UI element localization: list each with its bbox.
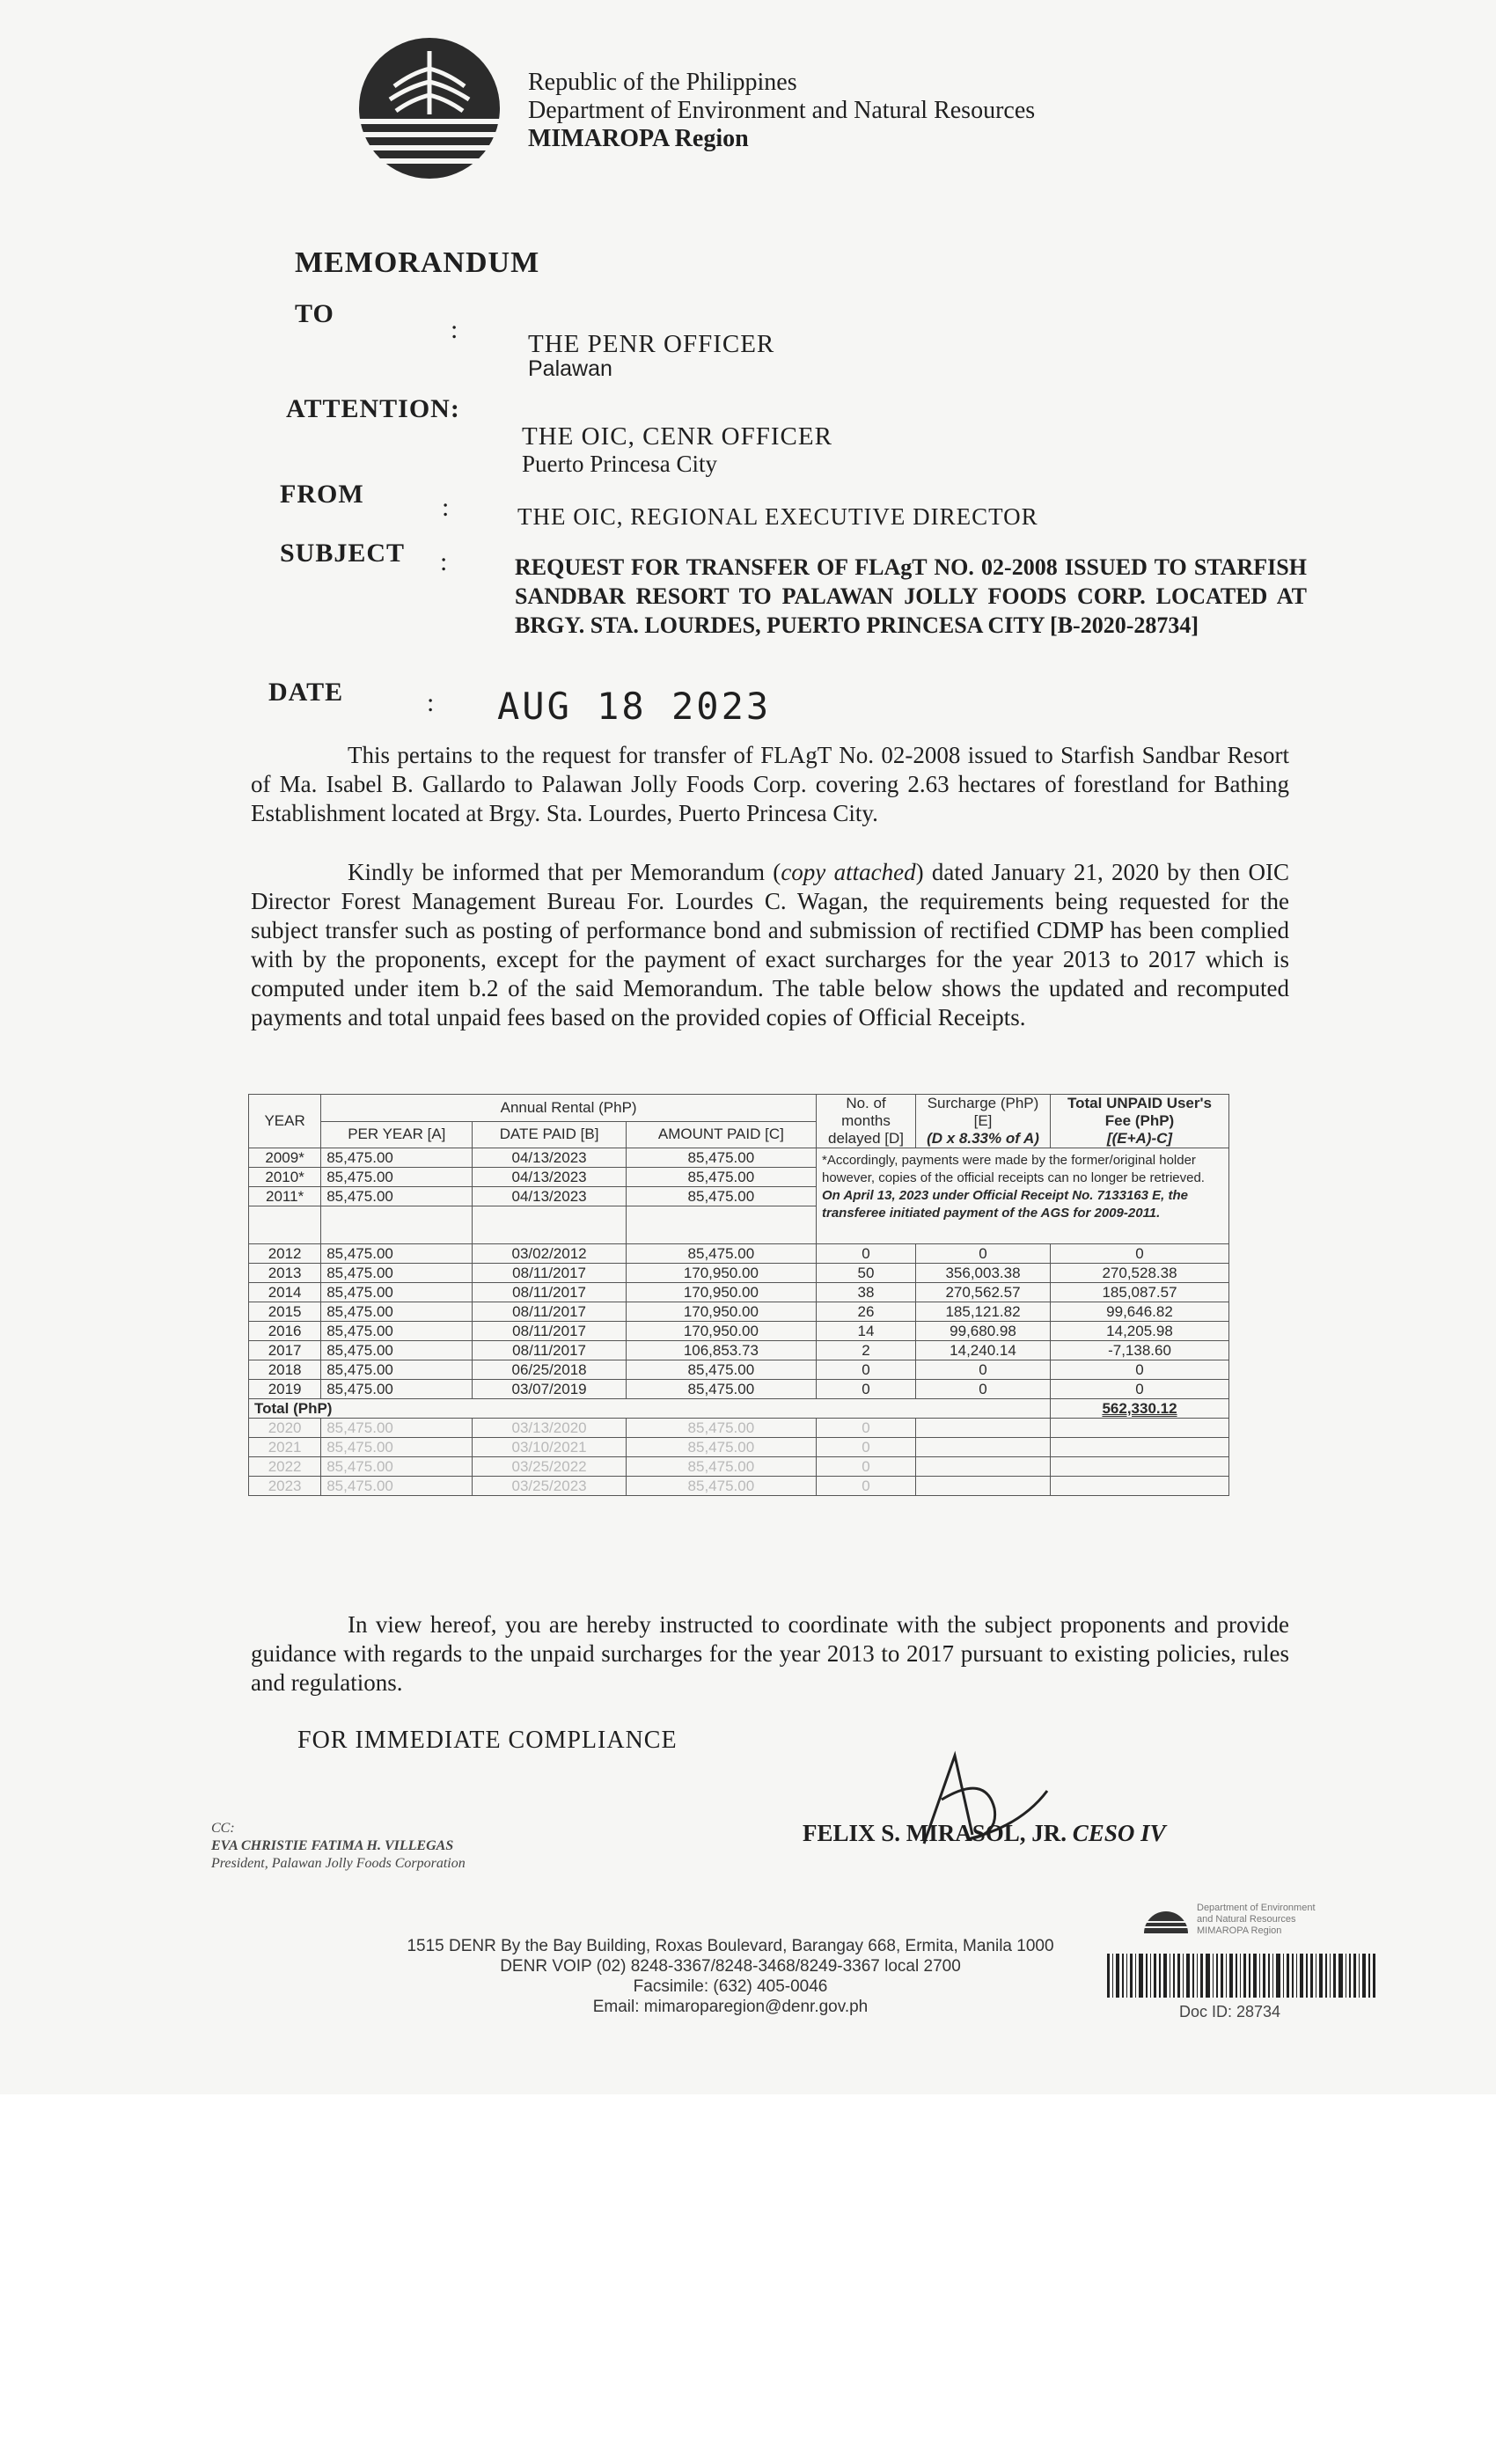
cell-total: 270,528.38 [1051,1264,1229,1283]
cell-year: 2010* [249,1168,321,1187]
cell-amount-paid: 85,475.00 [626,1360,816,1380]
cell-amount-paid: 85,475.00 [626,1148,816,1168]
cell-empty [249,1206,321,1244]
cell-amount-paid: 170,950.00 [626,1283,816,1302]
col-surcharge [916,1095,1051,1148]
cell-months: 0 [817,1457,916,1477]
paragraph-1 [251,741,1289,828]
cell-per-year: 85,475.00 [321,1187,473,1206]
subject-label: SUBJECT [280,539,406,568]
cell-year: 2022 [249,1457,321,1477]
col-date-paid: DATE PAID [B] [473,1121,626,1148]
to-place: Palawan [528,356,612,381]
cell-per-year: 85,475.00 [321,1457,473,1477]
cell-per-year: 85,475.00 [321,1419,473,1438]
cell-year: 2023 [249,1477,321,1496]
footer-fax: Facsimile: (632) 405-0046 [633,1977,828,1996]
table-note-emphasis: On April 13, 2023 under Official Receipt No. 7133163 E, the transferee initiated payment of the AGS for 2009-2011. [822,1188,1188,1221]
denr-logo [350,33,509,183]
payments-table [248,1094,1229,1496]
date-label: DATE [268,678,344,707]
subject-text: REQUEST FOR TRANSFER OF FLAgT NO. 02-2008 ISSUED TO STARFISH SANDBAR RESORT TO PALAWAN JOLLY FOODS CORP. LOCATED AT BRGY. STA. LOURDES, PUERTO PRINCESA CITY [B-2020-28734] [515,554,1307,638]
cell-date-paid: 08/11/2017 [473,1264,626,1283]
cell-months: 0 [817,1244,916,1264]
cc-name: EVA CHRISTIE FATIMA H. VILLEGAS [211,1838,454,1853]
paragraph-2 [251,858,1289,1032]
cc-title: President, Palawan Jolly Foods Corporation [211,1856,466,1871]
cell-surcharge: 270,562.57 [916,1283,1051,1302]
barcode-icon [1107,1954,1380,1998]
table-row [249,1302,1229,1322]
cell-year: 2018 [249,1360,321,1380]
cell-per-year: 85,475.00 [321,1341,473,1360]
cell-year: 2020 [249,1419,321,1438]
cell-year: 2019 [249,1380,321,1399]
col-year: YEAR [249,1095,321,1148]
table-row [249,1264,1229,1283]
cell-date-paid: 08/11/2017 [473,1341,626,1360]
cell-amount-paid: 85,475.00 [626,1457,816,1477]
cell-surcharge: 0 [916,1244,1051,1264]
cell-total: 14,205.98 [1051,1322,1229,1341]
cell-year: 2015 [249,1302,321,1322]
cell-months: 38 [817,1283,916,1302]
col-total-formula: [(E+A)-C] [1106,1130,1173,1147]
table-note-text: *Accordingly, payments were made by the former/original holder however, copies of the official receipts can no longer be retrieved. [822,1153,1205,1185]
cell-amount-paid: 85,475.00 [626,1438,816,1457]
cell-per-year: 85,475.00 [321,1148,473,1168]
compliance-line: FOR IMMEDIATE COMPLIANCE [297,1727,678,1754]
attention-label: ATTENTION: [286,394,460,423]
header-republic: Republic of the Philippines [528,69,797,96]
to-colon: : [451,315,458,344]
cell-date-paid: 04/13/2023 [473,1148,626,1168]
table-row [249,1360,1229,1380]
col-surcharge-formula: (D x 8.33% of A) [927,1130,1039,1147]
cell-year: 2017 [249,1341,321,1360]
date-stamp: AUG 18 2023 [497,685,772,728]
cell-surcharge: 0 [916,1360,1051,1380]
cell-per-year: 85,475.00 [321,1168,473,1187]
cell-empty [916,1419,1051,1438]
paragraph-2-text-a: Kindly be informed that per Memorandum ( [348,859,781,885]
denr-mini-logo [1140,1903,1192,1938]
to-label: TO [295,299,334,328]
cell-year: 2009* [249,1148,321,1168]
cell-amount-paid: 85,475.00 [626,1168,816,1187]
paragraph-2-text-b: ) dated January 21, 2020 by then OIC Director Forest Management Bureau For. Lourdes C. Wagan, the requirements being requested for the subject transfer such as posting of performance bond and submission of rectified CDMP has been complied with by the proponents, except for the payment of exact surcharges for the year 2013 to 2017 which is computed under item b.2 of the said Memorandum. The table below shows the updated and recomputed payments and total unpaid fees based on the provided copies of Official Receipts. [251,859,1289,1030]
total-value: 562,330.12 [1051,1399,1229,1419]
to-recipient: THE PENR OFFICER [528,330,775,358]
cell-per-year: 85,475.00 [321,1322,473,1341]
col-amount-paid: AMOUNT PAID [C] [626,1121,816,1148]
cell-months: 0 [817,1380,916,1399]
cell-months: 2 [817,1341,916,1360]
cell-amount-paid: 170,950.00 [626,1302,816,1322]
col-annual-rental: Annual Rental (PhP) [321,1095,817,1122]
attention-recipient: THE OIC, CENR OFFICER [522,422,832,451]
cell-per-year: 85,475.00 [321,1283,473,1302]
cell-months: 0 [817,1438,916,1457]
cell-date-paid: 08/11/2017 [473,1322,626,1341]
cell-per-year: 85,475.00 [321,1264,473,1283]
cell-per-year: 85,475.00 [321,1477,473,1496]
cell-date-paid: 03/07/2019 [473,1380,626,1399]
cell-empty [1051,1438,1229,1457]
table-row [249,1283,1229,1302]
attention-place: Puerto Princesa City [522,451,717,477]
cell-months: 14 [817,1322,916,1341]
total-label: Total (PhP) [249,1399,1051,1419]
cell-date-paid: 06/25/2018 [473,1360,626,1380]
table-header-row-1 [249,1095,1229,1122]
cell-amount-paid: 85,475.00 [626,1187,816,1206]
cell-year: 2021 [249,1438,321,1457]
cell-year: 2011* [249,1187,321,1206]
cc-block [211,1820,466,1873]
cell-date-paid: 03/02/2012 [473,1244,626,1264]
cell-surcharge: 0 [916,1380,1051,1399]
cell-per-year: 85,475.00 [321,1380,473,1399]
table-row [249,1148,1229,1168]
cell-amount-paid: 170,950.00 [626,1322,816,1341]
table-row [249,1322,1229,1341]
cell-total: 0 [1051,1380,1229,1399]
cell-per-year: 85,475.00 [321,1244,473,1264]
cell-amount-paid: 85,475.00 [626,1380,816,1399]
col-total-unpaid [1051,1095,1229,1148]
from-colon: : [442,493,450,522]
subject-colon: : [440,547,448,576]
from-label: FROM [280,480,364,509]
denr-mini-logo-text: Department of Environment and Natural Resources MIMAROPA Region [1197,1903,1316,1936]
cell-year: 2012 [249,1244,321,1264]
cell-surcharge: 99,680.98 [916,1322,1051,1341]
table-row [249,1477,1229,1496]
cell-surcharge: 185,121.82 [916,1302,1051,1322]
cell-months: 50 [817,1264,916,1283]
signatory-suffix: CESO IV [1072,1820,1166,1846]
table-note [817,1148,1229,1244]
cell-per-year: 85,475.00 [321,1438,473,1457]
table-row [249,1438,1229,1457]
cell-per-year: 85,475.00 [321,1302,473,1322]
cell-empty [1051,1419,1229,1438]
cell-months: 0 [817,1360,916,1380]
cell-empty [916,1438,1051,1457]
col-surcharge-title: Surcharge (PhP) [E] [927,1095,1039,1129]
cell-amount-paid: 170,950.00 [626,1264,816,1283]
col-total-title: Total UNPAID User's Fee (PhP) [1067,1095,1212,1129]
footer-address: 1515 DENR By the Bay Building, Roxas Boulevard, Barangay 668, Ermita, Manila 1000 [407,1937,1054,1955]
cell-total: 185,087.57 [1051,1283,1229,1302]
table-row [249,1457,1229,1477]
cell-months: 26 [817,1302,916,1322]
cell-surcharge: 356,003.38 [916,1264,1051,1283]
cell-months: 0 [817,1419,916,1438]
header-region: MIMAROPA Region [528,125,749,152]
cell-amount-paid: 85,475.00 [626,1477,816,1496]
cell-year: 2014 [249,1283,321,1302]
cell-date-paid: 03/25/2022 [473,1457,626,1477]
table-row [249,1419,1229,1438]
cell-date-paid: 03/13/2020 [473,1419,626,1438]
cell-empty [321,1206,473,1244]
table-total-row [249,1399,1229,1419]
signatory [803,1820,1166,1847]
table-row [249,1244,1229,1264]
cell-empty [1051,1457,1229,1477]
cell-empty [916,1457,1051,1477]
cell-year: 2016 [249,1322,321,1341]
cell-total: -7,138.60 [1051,1341,1229,1360]
cell-empty [916,1477,1051,1496]
cell-empty [626,1206,816,1244]
cell-months: 0 [817,1477,916,1496]
cell-date-paid: 04/13/2023 [473,1187,626,1206]
cell-empty [1051,1477,1229,1496]
cell-amount-paid: 85,475.00 [626,1244,816,1264]
cell-date-paid: 08/11/2017 [473,1302,626,1322]
cell-surcharge: 14,240.14 [916,1341,1051,1360]
footer-voip: DENR VOIP (02) 8248-3367/8248-3468/8249-3367 local 2700 [500,1957,961,1976]
paragraph-3-text: In view hereof, you are hereby instructed to coordinate with the subject proponents and provide guidance with regards to the unpaid surcharges for the year 2013 to 2017 pursuant to existing policies, rules and regulations. [251,1611,1289,1696]
cell-total: 0 [1051,1360,1229,1380]
date-colon: : [427,688,435,717]
footer-email: Email: mimaroparegion@denr.gov.ph [592,1998,869,2016]
memorandum-heading: MEMORANDUM [295,246,540,279]
cell-date-paid: 04/13/2023 [473,1168,626,1187]
cell-total: 99,646.82 [1051,1302,1229,1322]
cell-date-paid: 03/25/2023 [473,1477,626,1496]
cell-total: 0 [1051,1244,1229,1264]
from-sender: THE OIC, REGIONAL EXECUTIVE DIRECTOR [517,503,1038,530]
col-per-year: PER YEAR [A] [321,1121,473,1148]
signatory-name: FELIX S. MIRASOL, JR. [803,1820,1067,1846]
paragraph-2-emphasis: copy attached [781,859,916,885]
cell-amount-paid: 106,853.73 [626,1341,816,1360]
header-department: Department of Environment and Natural Resources [528,97,1036,124]
table-row [249,1341,1229,1360]
cell-date-paid: 03/10/2021 [473,1438,626,1457]
cell-year: 2013 [249,1264,321,1283]
cell-amount-paid: 85,475.00 [626,1419,816,1438]
cell-date-paid: 08/11/2017 [473,1283,626,1302]
paragraph-3 [251,1610,1289,1698]
doc-id: Doc ID: 28734 [1179,2003,1281,2020]
cell-per-year: 85,475.00 [321,1360,473,1380]
col-months-delayed: No. of months delayed [D] [817,1095,916,1148]
footer-address-block [378,1936,1082,2017]
cc-label: CC: [211,1821,235,1836]
cell-empty [473,1206,626,1244]
paragraph-1-text: This pertains to the request for transfer of FLAgT No. 02-2008 issued to Starfish Sandbar Resort of Ma. Isabel B. Gallardo to Palawan Jolly Foods Corp. covering 2.63 hectares of forestland for Bathing Establishment located at Brgy. Sta. Lourdes, Puerto Princesa City. [251,742,1289,826]
table-row [249,1380,1229,1399]
